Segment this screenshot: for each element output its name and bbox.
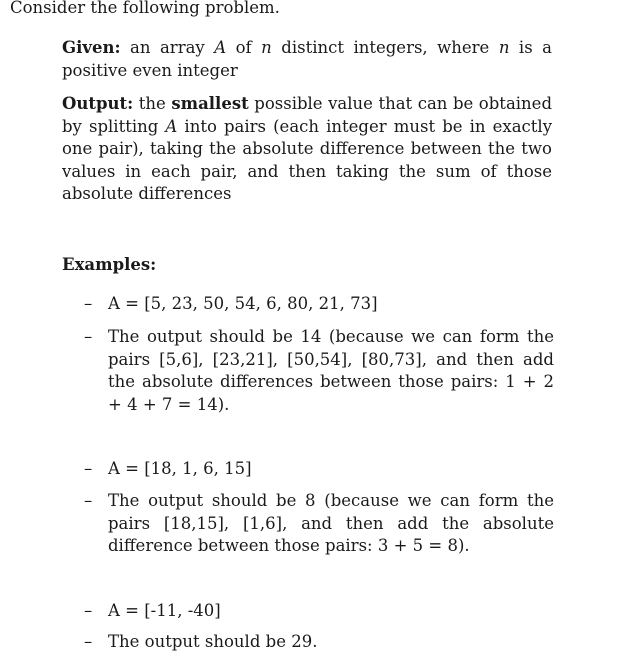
example-1-result-item: [84, 326, 554, 416]
bullet-dash: –: [84, 327, 93, 346]
output-label: Output:: [62, 94, 134, 113]
example-3-array: A = [-11, -40]: [108, 601, 221, 620]
output-text-2: possible value that can be obtained by splitting: [62, 94, 553, 136]
example-3-result: The output should be 29.: [108, 632, 318, 651]
output-text-1: the: [133, 94, 172, 113]
example-2-array-item: [84, 458, 554, 481]
bullet-dash: –: [84, 601, 93, 620]
given-text-2: of: [226, 38, 262, 57]
given-paragraph: [62, 37, 552, 82]
example-3-result-item: [84, 631, 554, 654]
bullet-dash: –: [84, 491, 93, 510]
example-2-result-item: [84, 490, 554, 558]
bullet-dash: –: [84, 459, 93, 478]
given-text-3: distinct integers, where: [271, 38, 499, 57]
example-1-array: A = [5, 23, 50, 54, 6, 80, 21, 73]: [108, 294, 378, 313]
example-1-array-item: [84, 293, 554, 316]
given-var-n: n: [261, 38, 272, 57]
example-1-result: The output should be 14 (because we can form the pairs [5,6], [23,21], [50,54], [80,73], and then add the absolute differences between those pairs: 1 + 2 + 4 + 7 = 14).: [108, 327, 554, 414]
given-var-a: A: [214, 38, 227, 57]
output-text-3: into pairs (each integer must be in exactly one pair), taking the absolute difference between the two values in each pair, and then taking the sum of those absolute differences: [62, 116, 553, 203]
output-paragraph: [62, 93, 552, 206]
examples-heading: Examples:: [62, 255, 157, 274]
example-3-array-item: [84, 600, 554, 623]
bullet-dash: –: [84, 294, 93, 313]
given-text-1: an array: [120, 38, 215, 57]
output-var-a: A: [165, 116, 178, 136]
given-label: Given:: [62, 38, 121, 57]
example-2-array: A = [18, 1, 6, 15]: [108, 459, 252, 478]
output-emphasis: smallest: [171, 94, 249, 113]
given-var-n-2: n: [498, 38, 510, 57]
intro-line: Consider the following problem.: [10, 0, 280, 17]
example-2-result: The output should be 8 (because we can form the pairs [18,15], [1,6], and then add the absolute difference between those pairs: 3 + 5 = 8).: [108, 491, 554, 555]
given-text-4: is a positive even integer: [62, 38, 552, 80]
bullet-dash: –: [84, 632, 93, 651]
